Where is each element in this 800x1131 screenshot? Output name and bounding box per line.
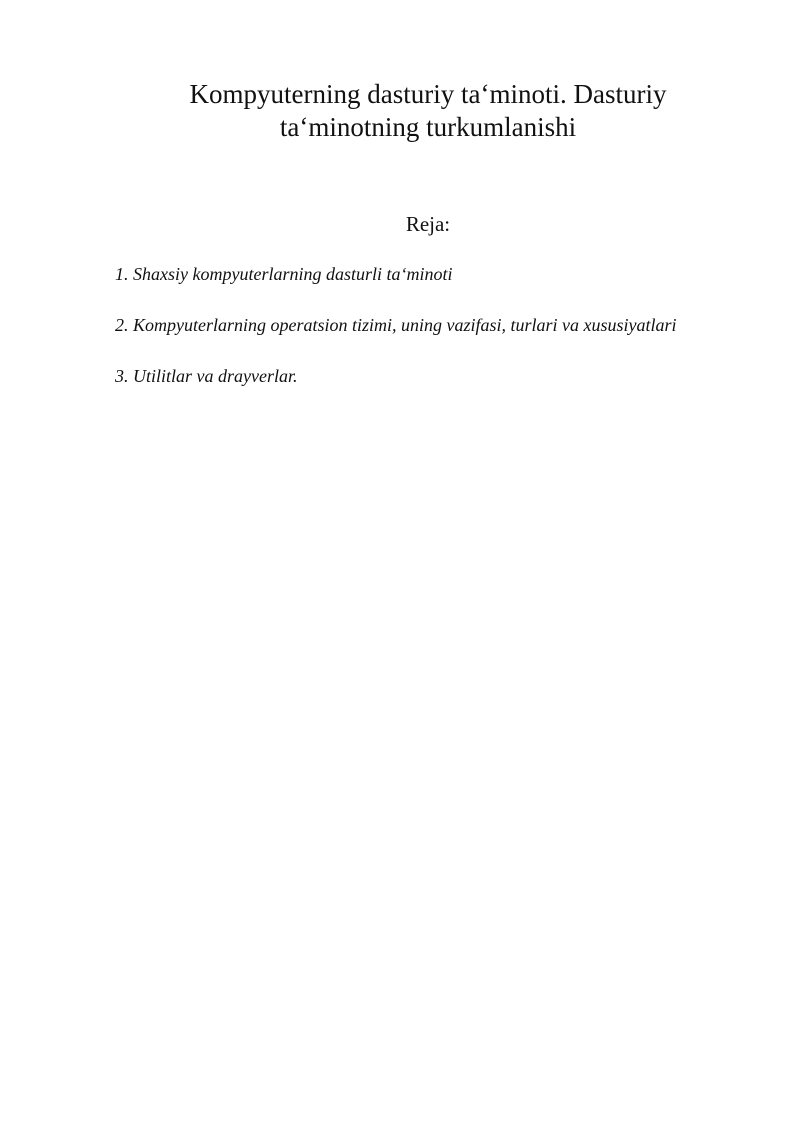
- document-title: [140, 78, 716, 144]
- plan-heading: Reja:: [405, 212, 451, 236]
- document-title-line-2: ta‘minotning turkumlanishi: [279, 112, 577, 142]
- plan-item-1: 1. Shaxsiy kompyuterlarning dasturli ta‘minoti: [115, 264, 453, 284]
- document-title-line-1: Kompyuterning dasturiy ta‘minoti. Dasturiy: [189, 79, 667, 109]
- plan-item-3: 3. Utilitlar va drayverlar.: [115, 366, 298, 386]
- plan-item-2: 2. Kompyuterlarning operatsion tizimi, uning vazifasi, turlari va xususiyatlari: [115, 315, 677, 335]
- plan-list: [115, 256, 695, 409]
